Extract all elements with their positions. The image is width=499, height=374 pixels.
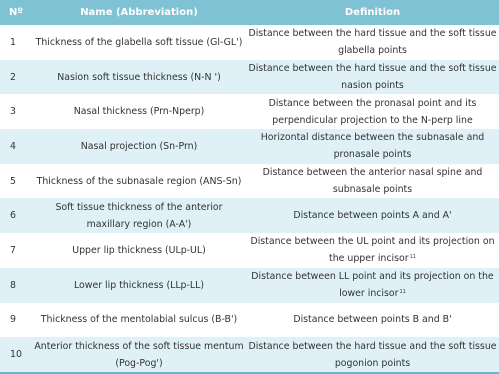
table-row [0,337,499,372]
row-number: 3 [10,106,16,118]
table-body [0,25,499,372]
table-row [0,129,499,164]
row-definition: Distance between the hard tissue and the soft tissue nasion points [248,63,497,92]
row-definition: Distance between points A and A' [293,210,452,222]
table-row [0,233,499,268]
table-row [0,60,499,95]
row-definition: Distance between the hard tissue and the soft tissue glabella points [248,28,497,57]
table-row [0,25,499,60]
header-definition: Definition [344,7,401,18]
row-definition: Distance between the pronasal point and its perpendicular projection to the N-perp line [268,97,477,126]
row-name: Anterior thickness of the soft tissue mentum (Pog-Pog') [34,340,244,369]
row-definition: Horizontal distance between the subnasale and pronasale points [260,132,485,161]
row-definition: Distance between the anterior nasal spine and subnasale points [262,167,483,196]
table-header [0,0,499,25]
row-name: Soft tissue thickness of the anterior maxillary region (A-A') [55,201,223,230]
definition-text: Distance between LL point and its projection on the lower incisor [251,271,494,300]
row-name: Thickness of the subnasale region (ANS-Sn) [36,175,242,187]
row-name: Thickness of the mentolabial sulcus (B-B') [40,314,238,326]
row-name: Thickness of the glabella soft tissue (Gl-GL') [35,36,243,48]
reference-superscript: 11 [399,289,406,296]
row-name: Upper lip thickness (ULp-UL) [72,244,206,256]
table-row [0,303,499,338]
row-number: 5 [10,175,16,187]
table-row [0,94,499,129]
table-row [0,164,499,199]
definition-text: Distance between the UL point and its projection on the upper incisor [250,236,495,265]
row-name: Nasal projection (Sn-Prn) [80,140,198,152]
row-number: 2 [10,71,16,83]
row-definition: Distance between the hard tissue and the soft tissue pogonion points [248,340,497,369]
header-number: Nº [8,7,23,18]
row-definition [246,268,499,302]
header-name: Name (Abbreviation) [80,7,198,18]
row-number: 1 [10,36,16,48]
table-row [0,268,499,303]
row-number: 10 [10,349,22,361]
row-number: 6 [10,210,16,222]
row-name: Nasal thickness (Prn-Nperp) [73,106,205,118]
row-number: 8 [10,279,16,291]
table-row [0,198,499,233]
row-name: Lower lip thickness (LLp-LL) [73,279,204,291]
row-number: 4 [10,140,16,152]
row-definition [246,233,499,267]
row-number: 7 [10,244,16,256]
row-number: 9 [10,314,16,326]
reference-superscript: 11 [409,254,416,261]
row-definition: Distance between points B and B' [293,314,452,326]
row-name: Nasion soft tissue thickness (N-N ') [57,71,221,83]
